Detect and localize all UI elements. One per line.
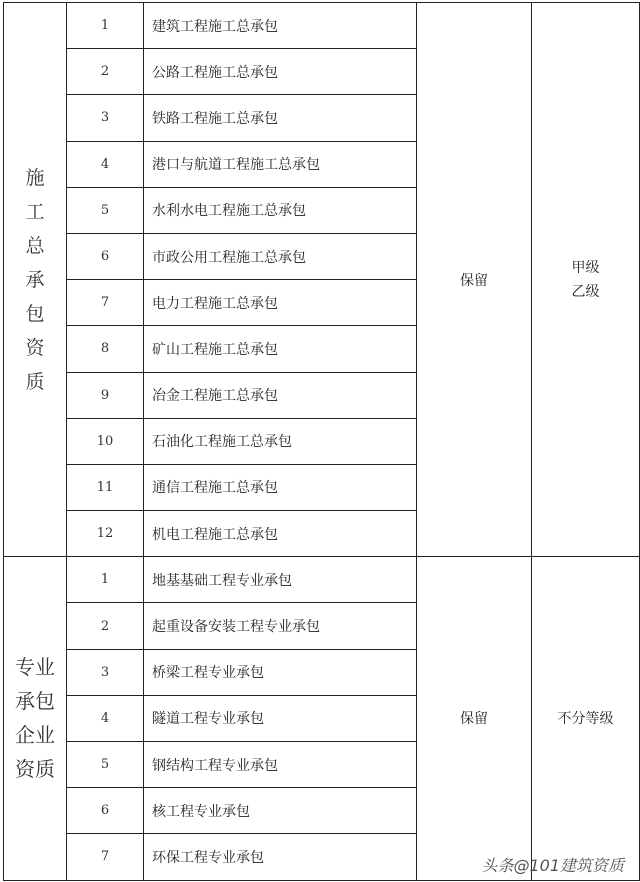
grade-label: 甲级乙级 (571, 259, 600, 300)
qualification-name: 通信工程施工总承包 (144, 464, 417, 510)
status-label: 保留 (460, 272, 488, 289)
row-number: 3 (67, 649, 144, 695)
row-number: 3 (67, 95, 144, 141)
row-number: 7 (67, 834, 144, 880)
status-label: 保留 (460, 711, 488, 728)
row-number: 11 (67, 464, 144, 510)
qualification-name: 水利水电工程施工总承包 (144, 187, 417, 233)
row-number: 6 (67, 788, 144, 834)
qualification-name: 市政公用工程施工总承包 (144, 233, 417, 279)
qualification-name: 冶金工程施工总承包 (144, 372, 417, 418)
qualification-name: 电力工程施工总承包 (144, 280, 417, 326)
qualification-name: 矿山工程施工总承包 (144, 326, 417, 372)
qualification-name: 石油化工程施工总承包 (144, 418, 417, 464)
qualification-name: 桥梁工程专业承包 (144, 649, 417, 695)
category-label: 专业承包企业资质 (15, 655, 55, 782)
row-number: 2 (67, 49, 144, 95)
row-number: 10 (67, 418, 144, 464)
row-number: 5 (67, 742, 144, 788)
category-cell (4, 3, 67, 557)
row-number: 1 (67, 3, 144, 49)
row-number: 1 (67, 557, 144, 603)
row-number: 4 (67, 695, 144, 741)
row-number: 12 (67, 511, 144, 557)
qualification-name: 港口与航道工程施工总承包 (144, 141, 417, 187)
qualification-name: 机电工程施工总承包 (144, 511, 417, 557)
row-number: 4 (67, 141, 144, 187)
qualification-name: 隧道工程专业承包 (144, 695, 417, 741)
row-number: 7 (67, 280, 144, 326)
qualification-name: 铁路工程施工总承包 (144, 95, 417, 141)
grade-cell (532, 3, 640, 557)
qualification-name: 起重设备安装工程专业承包 (144, 603, 417, 649)
category-label: 施工总承包资质 (25, 166, 45, 393)
status-cell (417, 3, 532, 557)
qualification-name: 钢结构工程专业承包 (144, 742, 417, 788)
row-number: 5 (67, 187, 144, 233)
grade-cell (532, 557, 640, 880)
row-number: 9 (67, 372, 144, 418)
grade-label: 不分等级 (557, 711, 614, 728)
qualification-table (3, 2, 640, 881)
qualification-name: 地基基础工程专业承包 (144, 557, 417, 603)
watermark: 头条@101建筑资质 (481, 856, 624, 875)
status-cell (417, 557, 532, 880)
table-row (4, 557, 640, 603)
qualification-name: 建筑工程施工总承包 (144, 3, 417, 49)
row-number: 2 (67, 603, 144, 649)
row-number: 6 (67, 233, 144, 279)
qualification-name: 核工程专业承包 (144, 788, 417, 834)
qualification-name: 公路工程施工总承包 (144, 49, 417, 95)
table-row (4, 3, 640, 49)
category-cell (4, 557, 67, 880)
row-number: 8 (67, 326, 144, 372)
qualification-name: 环保工程专业承包 (144, 834, 417, 880)
